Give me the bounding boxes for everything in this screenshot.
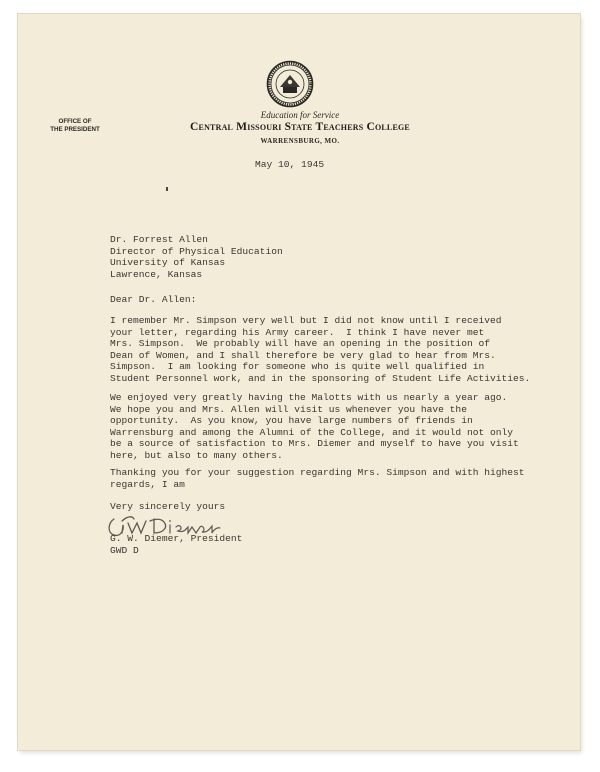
college-seal-icon (266, 60, 314, 108)
reference-initials: GWD D (110, 545, 139, 556)
office-label-line2: THE PRESIDENT (50, 126, 100, 133)
letterhead-college-name: Central Missouri State Teachers College (190, 121, 410, 133)
recipient-line: Director of Physical Education (110, 245, 283, 257)
office-label (40, 118, 110, 134)
recipient-line: Dr. Forrest Allen (110, 234, 208, 245)
body-paragraph-2: We enjoyed very greatly having the Malotts with us nearly a year ago. We hope you and Mrs. Allen will visit us whenever you have the opportunity. As you know, you have large numbers of friends in Warrensburg and among the Alumni of the College, and it would not only be a source of satisfaction to Mrs. Diemer and myself to have you visit here, but also to many others. (110, 392, 519, 461)
letterhead-city: WARRENSBURG, MO. (260, 137, 340, 145)
letter-date: May 10, 1945 (255, 159, 325, 170)
recipient-line: Lawrence, Kansas (110, 268, 203, 280)
recipient-address (110, 234, 283, 280)
signer-name: G. W. Diemer, President (110, 533, 243, 544)
stray-mark (166, 187, 168, 191)
body-paragraph-1: I remember Mr. Simpson very well but I did not know until I received your letter, regarding his Army career. I think I have never met Mrs. Simpson. We probably will have an opening in the position of Dean of Women, and I shall therefore be very glad to hear from Mrs. Simpson. I am looking for someone who is quite well qualified in Student Personnel work, and in the sponsoring of Student Life Activities. (110, 315, 531, 384)
body-paragraph-3: Thanking you for your suggestion regarding Mrs. Simpson and with highest regards, I am (110, 467, 525, 490)
recipient-line: University of Kansas (110, 257, 226, 269)
closing: Very sincerely yours (110, 501, 226, 512)
office-label-line1: OFFICE OF (58, 118, 92, 125)
salutation: Dear Dr. Allen: (110, 294, 197, 305)
letterhead-motto: Education for Service (260, 110, 340, 120)
